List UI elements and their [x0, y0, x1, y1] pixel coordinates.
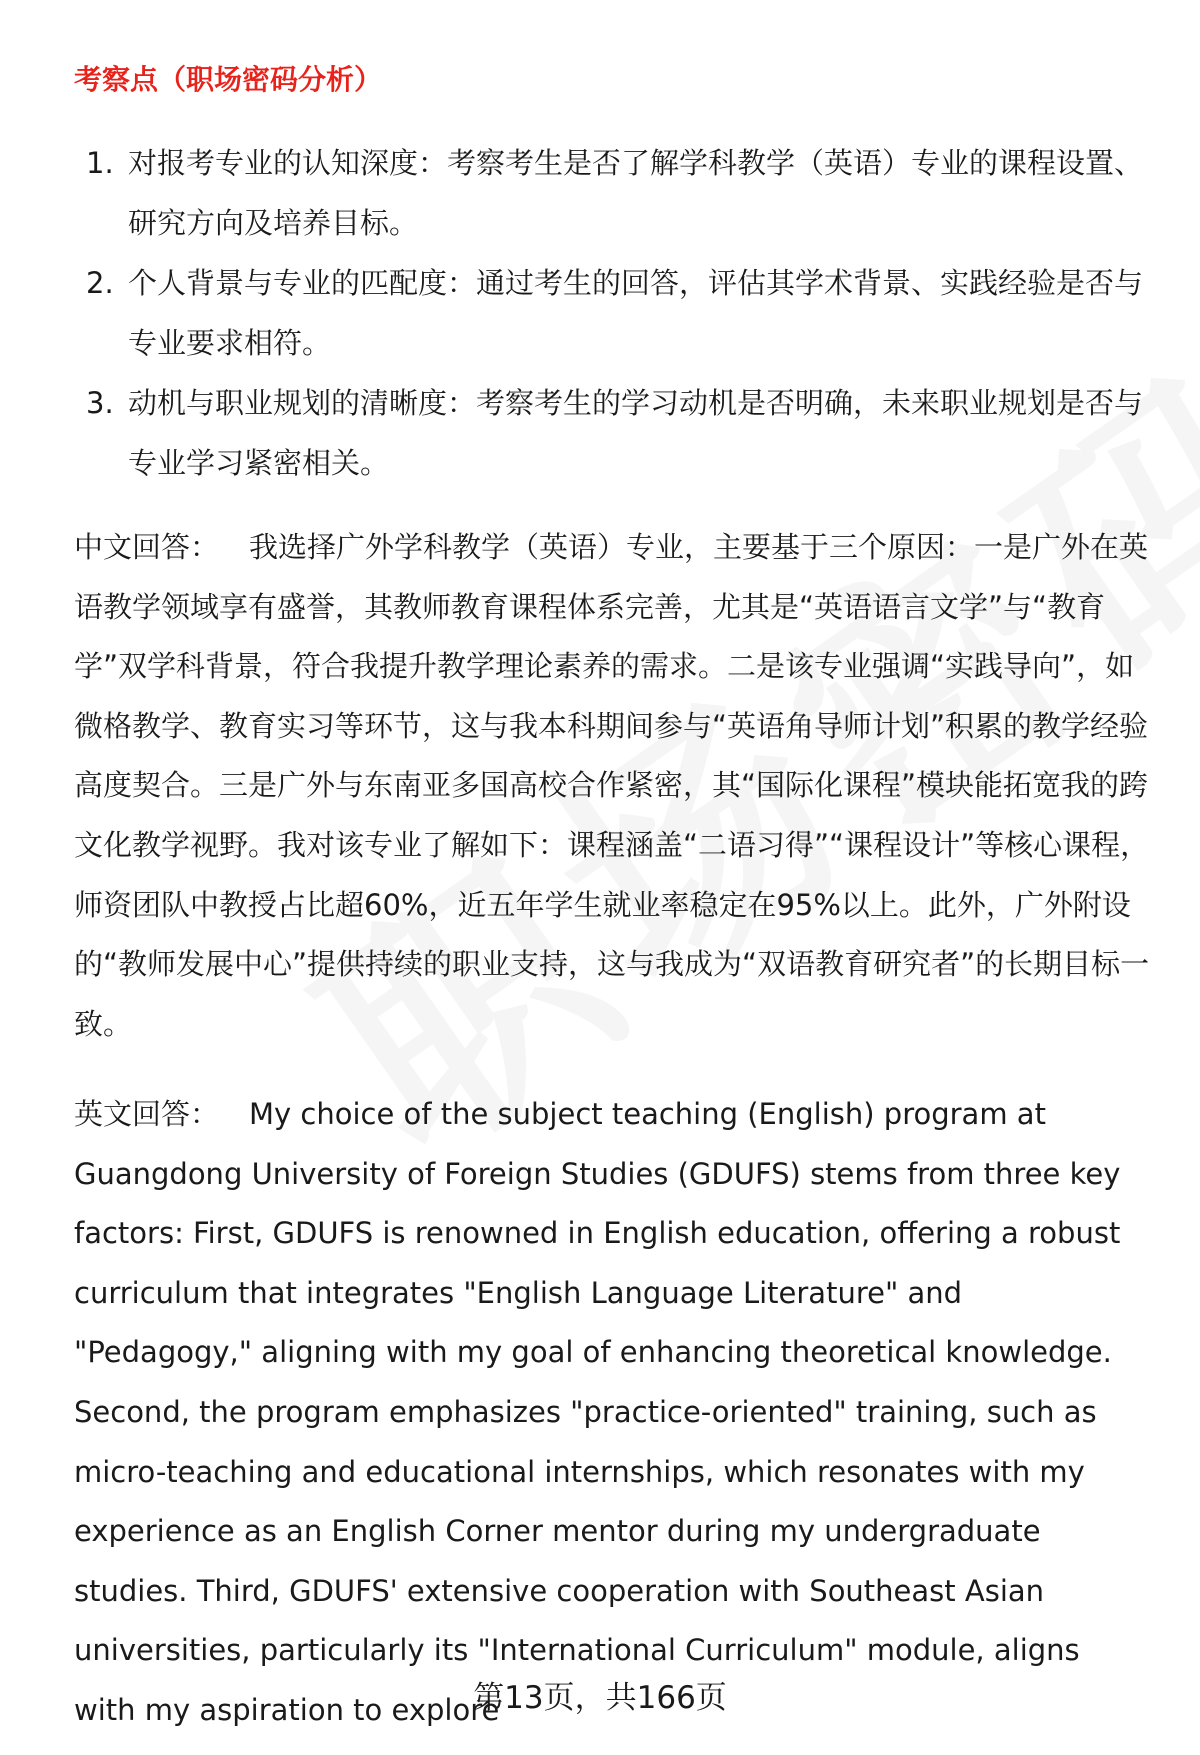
- list-item-text: 个人背景与专业的匹配度：通过考生的回答，评估其学术背景、实践经验是否与专业要求相符。: [128, 266, 1144, 360]
- chinese-answer-paragraph: [74, 518, 1160, 1054]
- list-item: [74, 373, 1154, 493]
- english-answer-text: My choice of the subject teaching (English) program at Guangdong University of Foreign Studies (GDUFS) stems from three key factors: First, GDUFS is renowned in English education, offering a robust curriculum that integrates "English Language Literature" and "Pedagogy," aligning with my goal of enhancing theoretical knowledge. Second, the program emphasizes "practice-oriented" training, such as micro-teaching and educational internships, which resonates with my experience as an English Corner mentor during my undergraduate studies. Third, GDUFS' extensive cooperation with Southeast Asian universities, particularly its "International Curriculum" module, aligns with my aspiration to explore: [74, 1097, 1121, 1727]
- page-number: 第13页，共166页: [473, 1680, 727, 1716]
- list-item-number: 3.: [86, 386, 114, 420]
- list-item-number: 2.: [86, 266, 114, 300]
- list-item-text: 动机与职业规划的清晰度：考察考生的学习动机是否明确，未来职业规划是否与专业学习紧密相关。: [128, 386, 1144, 480]
- list-item-text: 对报考专业的认知深度：考察考生是否了解学科教学（英语）专业的课程设置、研究方向及培养目标。: [128, 146, 1144, 240]
- list-item: [74, 253, 1154, 373]
- chinese-answer-label: 中文回答：: [74, 530, 220, 564]
- list-item: [74, 133, 1154, 253]
- section-title: 考察点（职场密码分析）: [74, 63, 383, 96]
- english-answer-paragraph: [74, 1085, 1144, 1741]
- chinese-answer-text: 我选择广外学科教学（英语）专业，主要基于三个原因：一是广外在英语教学领域享有盛誉，其教师教育课程体系完善，尤其是“英语语言文学”与“教育学”双学科背景，符合我提升教学理论素养的需求。二是该专业强调“实践导向”，如微格教学、教育实习等环节，这与我本科期间参与“英语角导师计划”积累的教学经验高度契合。三是广外与东南亚多国高校合作紧密，其“国际化课程”模块能拓宽我的跨文化教学视野。我对该专业了解如下：课程涵盖“二语习得”“课程设计”等核心课程，师资团队中教授占比超60%，近五年学生就业率稳定在95%以上。此外，广外附设的“教师发展中心”提供持续的职业支持，这与我成为“双语教育研究者”的长期目标一致。: [74, 530, 1150, 1041]
- assessment-points-list: [74, 133, 1154, 493]
- list-item-number: 1.: [86, 146, 114, 180]
- english-answer-label: 英文回答：: [74, 1097, 220, 1131]
